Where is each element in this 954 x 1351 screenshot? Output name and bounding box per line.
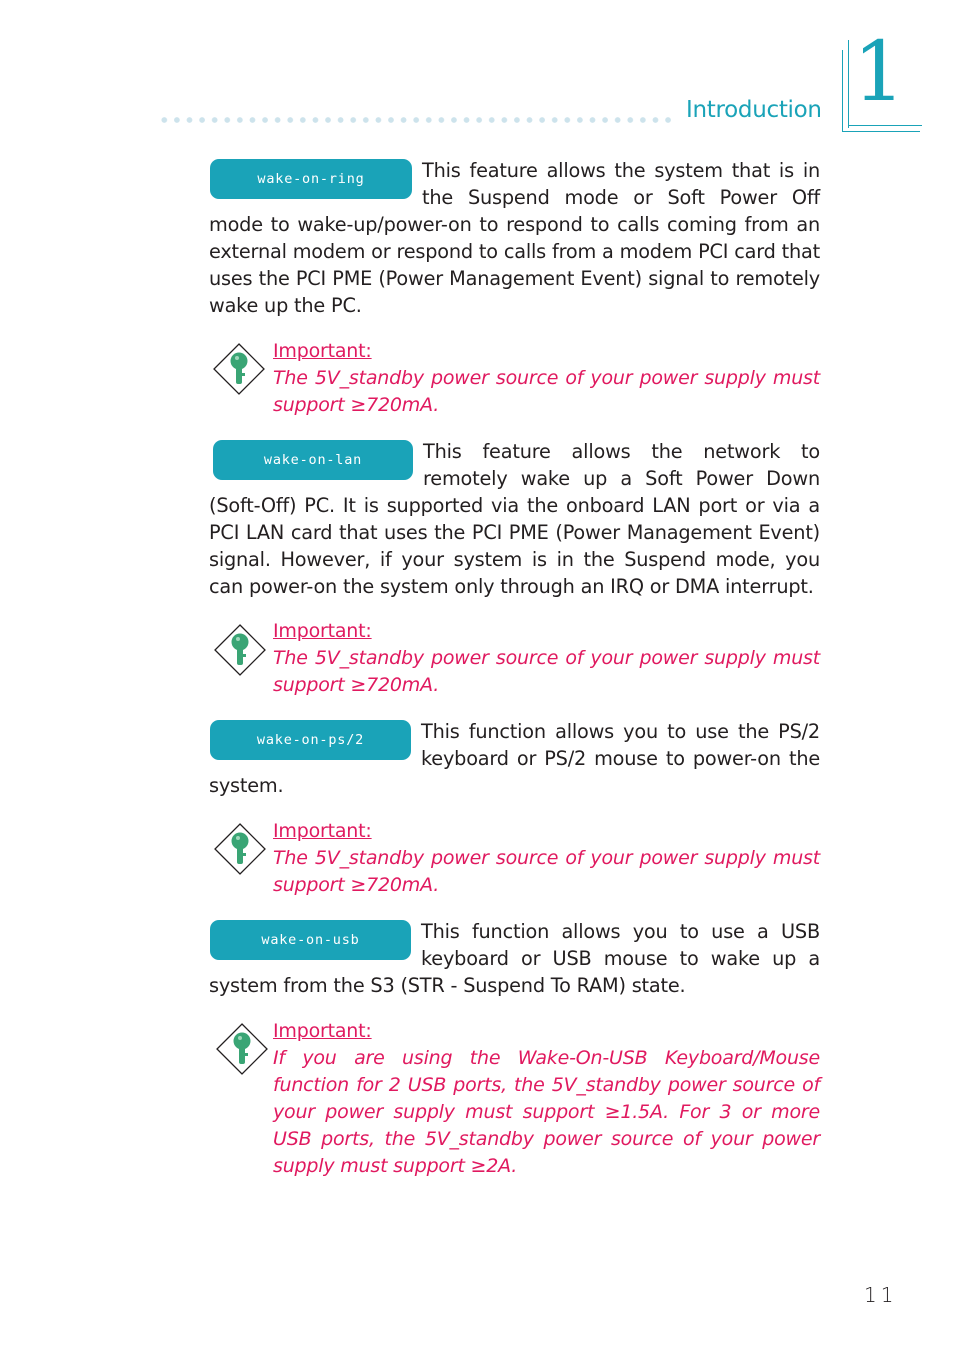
note-text: The 5V_standby power source of your power supply must support ≥720mA. — [273, 847, 820, 896]
important-note — [273, 618, 820, 699]
note-heading: Important: — [273, 820, 372, 842]
chapter-frame-line — [842, 131, 920, 132]
note-heading: Important: — [273, 620, 372, 642]
key-icon — [213, 822, 267, 876]
chapter-frame-line — [842, 50, 843, 132]
feature-wake-on-ps2 — [209, 718, 820, 799]
section-title: Introduction — [686, 97, 822, 123]
key-icon — [215, 1022, 269, 1076]
key-icon — [212, 342, 266, 396]
important-note — [273, 338, 820, 419]
page-number: 11 — [864, 1283, 898, 1307]
feature-label-badge: wake-on-ring — [210, 159, 412, 199]
chapter-frame-line — [848, 40, 849, 128]
important-note — [273, 818, 820, 899]
feature-description: This function allows you to use the PS/2 keyboard or PS/2 mouse to power-on the system. — [209, 720, 820, 797]
feature-label-badge: wake-on-lan — [213, 440, 413, 480]
key-icon — [213, 623, 267, 677]
feature-wake-on-usb — [209, 918, 820, 999]
feature-label-badge: wake-on-ps/2 — [210, 720, 411, 760]
feature-wake-on-lan — [209, 438, 820, 600]
feature-description: This feature allows the network to remotely wake up a Soft Power Down (Soft-Off) PC. It is supported via the onboard LAN port or via a PCI LAN card that uses the PCI PME (Power Management Event) signal. However, if your system is in the Suspend mode, you can power-on the system only through an IRQ or DMA interrupt. — [209, 440, 820, 598]
note-text: The 5V_standby power source of your power supply must support ≥720mA. — [273, 367, 820, 416]
note-text: The 5V_standby power source of your power supply must support ≥720mA. — [273, 647, 820, 696]
feature-description: This feature allows the system that is in the Suspend mode or Soft Power Off mode to wake-up/power-on to respond to calls coming from an external modem or respond to calls from a modem PCI card that uses the PCI PME (Power Management Event) signal to remotely wake up the PC. — [209, 159, 820, 317]
chapter-frame-line — [848, 125, 922, 126]
note-heading: Important: — [273, 1020, 372, 1042]
important-note — [273, 1018, 820, 1180]
note-heading: Important: — [273, 340, 372, 362]
feature-label-badge: wake-on-usb — [210, 920, 411, 960]
note-text: If you are using the Wake-On-USB Keyboard/Mouse function for 2 USB ports, the 5V_standby power source of your power supply must support ≥1.5A. For 3 or more USB ports, the 5V_standby power source of your power supply must support ≥2A. — [273, 1047, 820, 1177]
feature-description: This function allows you to use a USB keyboard or USB mouse to wake up a system from the S3 (STR - Suspend To RAM) state. — [209, 920, 820, 997]
header-dotted-rule — [158, 116, 676, 124]
chapter-number: 1 — [853, 25, 906, 120]
feature-wake-on-ring — [209, 157, 820, 319]
